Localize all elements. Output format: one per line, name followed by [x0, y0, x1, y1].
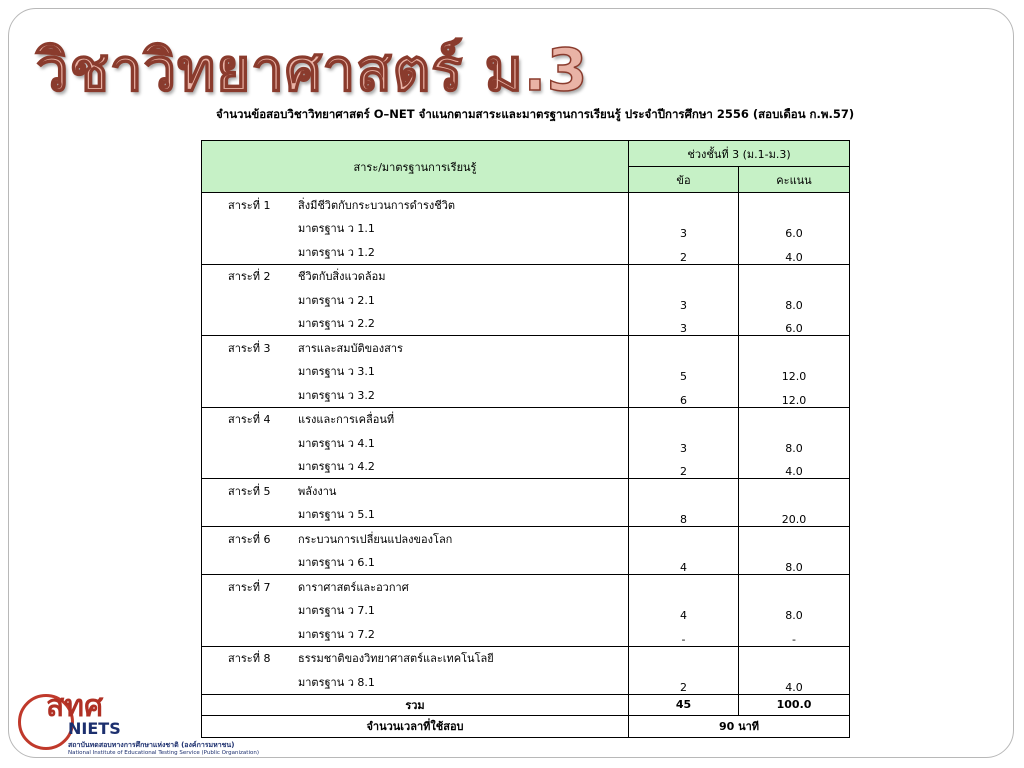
standard-label: มาตรฐาน ว 7.1: [298, 604, 375, 618]
total-label: รวม: [202, 694, 629, 715]
standard-label: มาตรฐาน ว 2.1: [298, 293, 375, 307]
strand-name: พลังงาน: [298, 484, 337, 498]
standard-label: มาตรฐาน ว 4.2: [298, 460, 375, 474]
logo-mark: สทศ: [46, 689, 104, 724]
standard-row: [202, 240, 850, 264]
standard-items: 3: [629, 431, 739, 455]
standard-items: 3: [629, 288, 739, 312]
table-caption: จำนวนข้อสอบวิชาวิทยาศาสตร์ O–NET จำแนกตามสาระและมาตรฐานการเรียนรู้ ประจำปีการศึกษา 2556 (สอบเดือน ก.พ.57): [216, 107, 855, 121]
standard-items: 3: [629, 217, 739, 241]
standard-label: มาตรฐาน ว 1.2: [298, 245, 375, 259]
standard-items: 6: [629, 383, 739, 407]
strand-label: สาระที่ 3: [228, 341, 271, 355]
standard-label: มาตรฐาน ว 6.1: [298, 556, 375, 570]
logo-name-en: National Institute of Educational Testing Service (Public Organization): [68, 750, 259, 756]
standard-score: -: [739, 622, 850, 646]
strand-row: [202, 646, 850, 670]
standard-score: 8.0: [739, 288, 850, 312]
strand-label: สาระที่ 6: [228, 532, 271, 546]
standard-label: มาตรฐาน ว 8.1: [298, 675, 375, 689]
strand-label: สาระที่ 7: [228, 580, 271, 594]
strand-row: [202, 193, 850, 217]
standard-items: 2: [629, 455, 739, 479]
strand-label: สาระที่ 8: [228, 652, 271, 666]
standard-row: [202, 431, 850, 455]
standard-label: มาตรฐาน ว 5.1: [298, 508, 375, 522]
total-score: 100.0: [739, 694, 850, 715]
strand-name: ธรรมชาติของวิทยาศาสตร์และเทคโนโลยี: [298, 652, 494, 666]
strand-name: สิ่งมีชีวิตกับกระบวนการดำรงชีวิต: [298, 198, 456, 212]
standard-score: 12.0: [739, 383, 850, 407]
standard-label: มาตรฐาน ว 2.2: [298, 317, 375, 331]
standard-score: 20.0: [739, 503, 850, 527]
standard-row: [202, 503, 850, 527]
standard-label: มาตรฐาน ว 3.2: [298, 388, 375, 402]
table-body: [202, 193, 850, 695]
strand-name: ชีวิตกับสิ่งแวดล้อม: [298, 270, 386, 284]
standard-label: มาตรฐาน ว 4.1: [298, 436, 375, 450]
standard-items: 4: [629, 599, 739, 623]
time-label: จำนวนเวลาที่ใช้สอบ: [202, 715, 629, 737]
strand-name: ดาราศาสตร์และอวกาศ: [298, 580, 409, 594]
strand-row: [202, 407, 850, 431]
standard-score: 4.0: [739, 240, 850, 264]
exam-table: [201, 140, 850, 738]
standard-items: 2: [629, 670, 739, 694]
header-score: คะแนน: [739, 167, 850, 193]
time-row: [202, 715, 850, 737]
exam-table-container: [201, 140, 849, 738]
standard-label: มาตรฐาน ว 1.1: [298, 222, 375, 236]
standard-items: 2: [629, 240, 739, 264]
standard-row: [202, 383, 850, 407]
standard-score: 6.0: [739, 312, 850, 336]
niets-logo: [16, 689, 259, 762]
standard-row: [202, 670, 850, 694]
standard-items: 5: [629, 360, 739, 384]
strand-label: สาระที่ 2: [228, 270, 271, 284]
strand-row: [202, 575, 850, 599]
strand-label: สาระที่ 5: [228, 484, 271, 498]
standard-items: 3: [629, 312, 739, 336]
standard-items: 4: [629, 551, 739, 575]
total-row: [202, 694, 850, 715]
standard-score: 4.0: [739, 455, 850, 479]
header-grade-level: ช่วงชั้นที่ 3 (ม.1-ม.3): [629, 141, 850, 167]
strand-row: [202, 264, 850, 288]
standard-row: [202, 288, 850, 312]
standard-score: 6.0: [739, 217, 850, 241]
strand-row: [202, 479, 850, 503]
standard-items: -: [629, 622, 739, 646]
standard-score: 8.0: [739, 599, 850, 623]
header-strand-standard: สาระ/มาตรฐานการเรียนรู้: [202, 141, 629, 193]
strand-label: สาระที่ 4: [228, 413, 271, 427]
strand-label: สาระที่ 1: [228, 198, 271, 212]
standard-row: [202, 217, 850, 241]
logo-name-th: สถาบันทดสอบทางการศึกษาแห่งชาติ (องค์การมหาชน): [68, 741, 235, 749]
total-items: 45: [629, 694, 739, 715]
strand-name: แรงและการเคลื่อนที่: [298, 413, 395, 427]
standard-label: มาตรฐาน ว 7.2: [298, 627, 375, 641]
standard-score: 4.0: [739, 670, 850, 694]
standard-row: [202, 622, 850, 646]
header-items: ข้อ: [629, 167, 739, 193]
time-value: 90 นาที: [629, 715, 850, 737]
standard-row: [202, 360, 850, 384]
slide-title: วิชาวิทยาศาสตร์ ม.3: [36, 36, 589, 104]
standard-row: [202, 599, 850, 623]
standard-row: [202, 312, 850, 336]
standard-items: 8: [629, 503, 739, 527]
strand-name: กระบวนการเปลี่ยนแปลงของโลก: [298, 532, 453, 546]
logo-acronym: NIETS: [68, 719, 121, 738]
standard-label: มาตรฐาน ว 3.1: [298, 365, 375, 379]
standard-row: [202, 455, 850, 479]
strand-row: [202, 336, 850, 360]
standard-score: 8.0: [739, 431, 850, 455]
standard-row: [202, 551, 850, 575]
standard-score: 8.0: [739, 551, 850, 575]
standard-score: 12.0: [739, 360, 850, 384]
strand-name: สารและสมบัติของสาร: [298, 341, 403, 355]
strand-row: [202, 527, 850, 551]
